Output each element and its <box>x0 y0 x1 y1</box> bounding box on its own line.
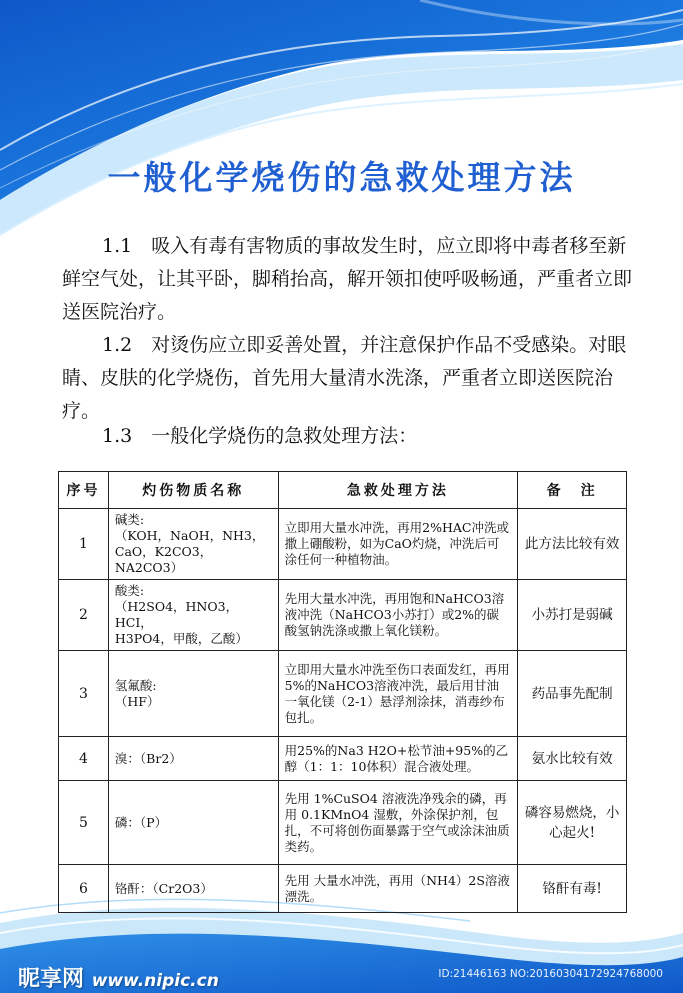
substance-line: H3PO4，甲酸，乙酸） <box>114 631 248 646</box>
row-substance <box>108 865 278 913</box>
table-row <box>59 737 627 781</box>
image-id-label: ID:21446163 NO:20160304172924768000 <box>438 968 663 980</box>
row-method: 立即用大量水冲洗至伤口表面发红，再用5%的NaHCO3溶液冲洗，最后用甘油一氧化镁（2-1）悬浮剂涂抹，消毒纱布包扎。 <box>278 651 518 737</box>
row-method: 先用 大量水冲洗，再用（NH4）2S溶液漂洗。 <box>278 865 518 913</box>
substance-line: （KOH，NaOH，NH3， <box>114 528 265 543</box>
row-method: 立即用大量水冲洗，再用2%HAC冲洗或撒上硼酸粉，如为CaO灼烧，冲洗后可涂任何一种植物油。 <box>278 509 518 580</box>
table-row <box>59 865 627 913</box>
row-number: 2 <box>59 580 109 651</box>
row-note: 铬酐有毒! <box>518 865 627 913</box>
row-note: 氨水比较有效 <box>518 737 627 781</box>
row-substance <box>108 737 278 781</box>
watermark-brand: 昵享网 <box>18 967 85 992</box>
paragraph-1-2: 1.2 对烫伤应立即妥善处置，并注意保护作品不受感染。对眼睛、皮肤的化学烧伤，首先用大量清水洗涤，严重者立即送医院治疗。 <box>62 334 627 422</box>
row-method: 先用 1%CuSO4 溶液洗净残余的磷，再用 0.1KMnO4 湿敷，外涂保护剂，包扎，不可将创伤面暴露于空气或涂沫油质类药。 <box>278 781 518 865</box>
row-substance <box>108 580 278 651</box>
row-number: 5 <box>59 781 109 865</box>
row-note: 药品事先配制 <box>518 651 627 737</box>
watermark-url: www.nipic.cn <box>91 971 219 991</box>
substance-line: （HF） <box>114 693 160 709</box>
row-note: 此方法比较有效 <box>518 509 627 580</box>
substance-line: 溴：（Br2） <box>114 750 182 766</box>
header-number: 序号 <box>59 472 109 509</box>
row-method: 用25%的Na3 H2O+松节油+95%的乙醇（1：1：10体积）混合液处理。 <box>278 737 518 781</box>
substance-line: 碱类: <box>114 512 145 527</box>
substance-line: 磷：（P） <box>114 814 168 830</box>
first-aid-table <box>58 471 627 913</box>
substance-line: 氢氟酸: <box>114 677 157 693</box>
table-row <box>59 580 627 651</box>
row-method: 先用大量水冲洗，再用饱和NaHCO3溶液冲洗（NaHCO3小苏打）或2%的碳酸氢钠洗涤或撒上氧化镁粉。 <box>278 580 518 651</box>
row-number: 3 <box>59 651 109 737</box>
paragraph-1-3: 1.3 一般化学烧伤的急救处理方法： <box>102 425 418 447</box>
table-header-row <box>59 472 627 509</box>
row-number: 6 <box>59 865 109 913</box>
header-wave-decoration <box>0 0 683 240</box>
row-number: 1 <box>59 509 109 580</box>
table-row <box>59 781 627 865</box>
row-substance <box>108 509 278 580</box>
header-method: 急救处理方法 <box>278 472 518 509</box>
row-note: 小苏打是弱碱 <box>518 580 627 651</box>
row-note: 磷容易燃烧，小心起火! <box>518 781 627 865</box>
table-row <box>59 509 627 580</box>
header-note: 备 注 <box>518 472 627 509</box>
substance-line: （H2SO4，HNO3，HCI， <box>114 599 239 630</box>
substance-line: CaO，K2CO3，NA2CO3） <box>114 544 213 575</box>
row-number: 4 <box>59 737 109 781</box>
row-substance <box>108 651 278 737</box>
page-title: 一般化学烧伤的急救处理方法 <box>107 158 576 197</box>
table-row <box>59 651 627 737</box>
row-substance <box>108 781 278 865</box>
substance-line: 铬酐：（Cr2O3） <box>114 880 213 896</box>
header-substance: 灼伤物质名称 <box>108 472 278 509</box>
site-watermark <box>18 962 219 993</box>
substance-line: 酸类: <box>114 583 145 598</box>
paragraph-1-1: 1.1 吸入有毒有害物质的事故发生时，应立即将中毒者移至新鲜空气处，让其平卧，脚稍抬高，解开领扣使呼吸畅通，严重者立即送医院治疗。 <box>62 235 633 323</box>
